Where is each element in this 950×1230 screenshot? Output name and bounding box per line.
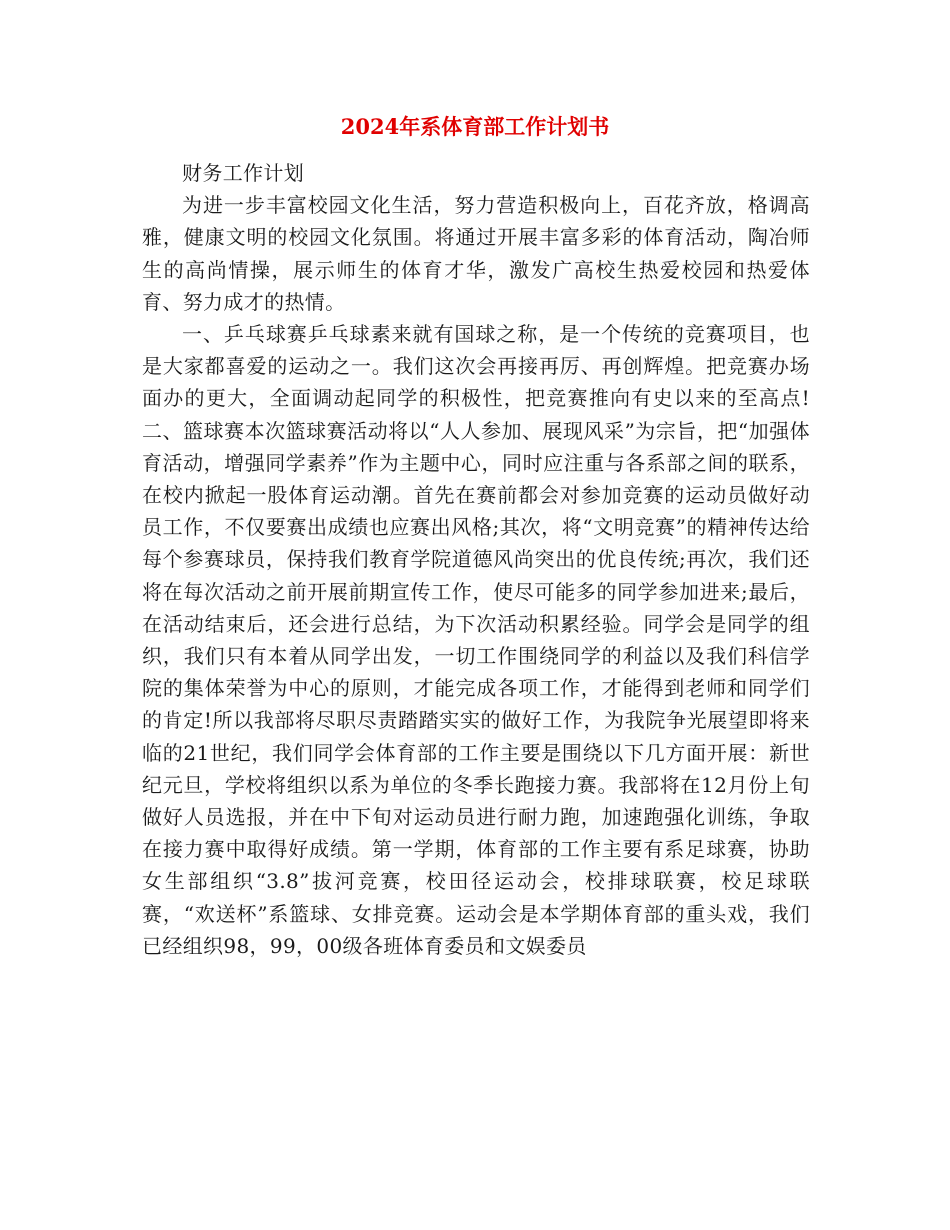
section-heading: 财务工作计划	[182, 161, 305, 185]
body-paragraph-intro: 为进一步丰富校园文化生活，努力营造积极向上，百花齐放，格调高雅，健康文明的校园文化氛围。将通过开展丰富多彩的体育活动，陶冶师生的高尚情操，展示师生的体育才华，激发广高校生热爱校园和热爱体育、努力成才的热情。	[142, 193, 810, 314]
document-title: 2024年系体育部工作计划书	[340, 114, 610, 139]
body-paragraph-main: 一、乒乓球赛乒乓球素来就有国球之称，是一个传统的竞赛项目，也是大家都喜爱的运动之一。我们这次会再接再厉、再创辉煌。把竞赛办场面办的更大，全面调动起同学的积极性，把竞赛推向有史以来的至高点!二、篮球赛本次篮球赛活动将以“人人参加、展现风采”为宗旨，把“加强体育活动，增强同学素养”作为主题中心，同时应注重与各系部之间的联系，在校内掀起一股体育运动潮。首先在赛前都会对参加竞赛的运动员做好动员工作，不仅要赛出成绩也应赛出风格;其次，将“文明竞赛”的精神传达给每个参赛球员，保持我们教育学院道德风尚突出的优良传统;再次，我们还将在每次活动之前开展前期宣传工作，使尽可能多的同学参加进来;最后，在活动结束后，还会进行总结，为下次活动积累经验。同学会是同学的组织，我们只有本着从同学出发，一切工作围绕同学的利益以及我们科信学院的集体荣誉为中心的原则，才能完成各项工作，才能得到老师和同学们的肯定!所以我部将尽职尽责踏踏实实的做好工作，为我院争光展望即将来临的21世纪，我们同学会体育部的工作主要是围绕以下几方面开展：新世纪元旦，学校将组织以系为单位的冬季长跑接力赛。我部将在12月份上旬做好人员选报，并在中下旬对运动员进行耐力跑，加速跑强化训练，争取在接力赛中取得好成绩。第一学期，体育部的工作主要有系足球赛，协助女生部组织“3.8”拔河竞赛，校田径运动会，校排球联赛，校足球联赛，“欢送杯”系篮球、女排竞赛。运动会是本学期体育部的重头戏，我们已经组织98，99，00级各班体育委员和文娱委员	[142, 322, 810, 958]
document-body	[142, 157, 810, 962]
